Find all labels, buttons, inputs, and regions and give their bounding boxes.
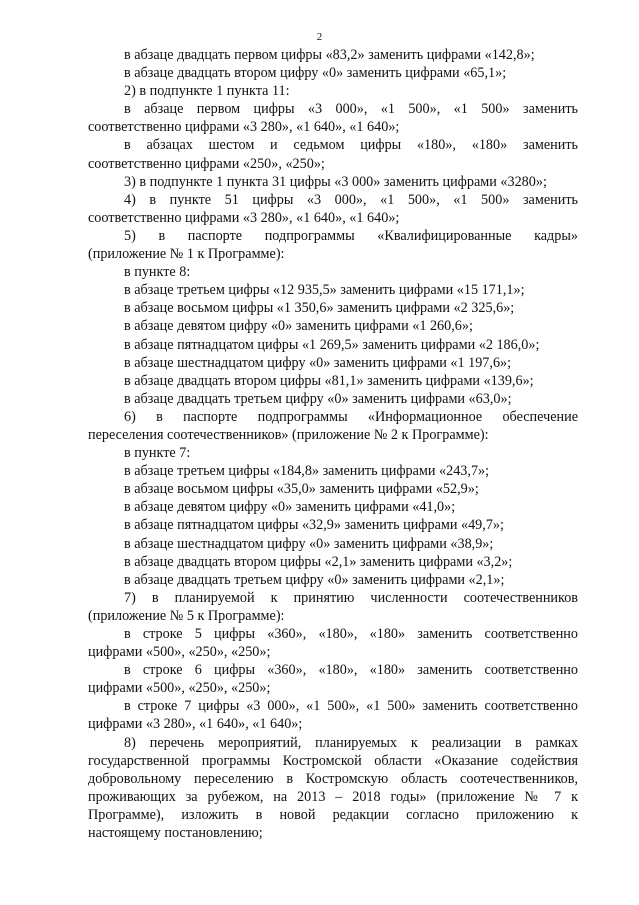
paragraph-line: настоящему постановлению; [88,825,263,842]
paragraph: в абзаце восьмом цифры «35,0» заменить цифрами «52,9»; [124,481,479,498]
paragraph-line: государственной программы Костромской области «Оказание содействия [88,752,578,769]
paragraph: 3) в подпункте 1 пункта 31 цифры «3 000» заменить цифрами «3280»; [124,173,547,190]
paragraph-line: в абзаце первом цифры «3 000», «1 500», «1 500» заменить [124,101,578,118]
paragraph: в абзаце шестнадцатом цифру «0» заменить цифрами «1 197,6»; [124,354,512,371]
paragraph-line: в строке 5 цифры «360», «180», «180» заменить соответственно [124,626,578,642]
paragraph: 2) в подпункте 1 пункта 11: [124,83,290,100]
paragraph: в абзаце двадцать втором цифры «81,1» заменить цифрами «139,6»; [124,372,534,389]
paragraph: в пункте 8: [124,264,191,281]
paragraph-line: в строке 6 цифры «360», «180», «180» заменить соответственно [124,662,578,679]
paragraph-line: цифрами «500», «250», «250»; [88,680,271,697]
paragraph-line: соответственно цифрами «3 280», «1 640», «1 640»; [88,119,400,136]
paragraph-line: 6) в паспорте подпрограммы «Информационное обеспечение [124,408,578,425]
paragraph-line: (приложение № 1 к Программе): [88,246,285,263]
paragraph-line: 5) в паспорте подпрограммы «Квалифицированные кадры» [124,227,578,244]
paragraph-line: 4) в пункте 51 цифры «3 000», «1 500», «1 500» заменить [124,191,578,208]
paragraph: в пункте 7: [124,445,191,462]
page-number: 2 [316,31,323,43]
paragraph: в абзаце двадцать первом цифры «83,2» заменить цифрами «142,8»; [124,47,535,63]
paragraph-line: проживающих за рубежом, на 2013 – 2018 годы» (приложение № 7 к [88,788,578,805]
paragraph-line: переселения соотечественников» (приложение № 2 к Программе): [88,426,489,443]
paragraph-line: соответственно цифрами «250», «250»; [88,155,325,172]
paragraph: в абзаце пятнадцатом цифры «32,9» заменить цифрами «49,7»; [124,517,504,534]
paragraph: в абзаце восьмом цифры «1 350,6» заменить цифрами «2 325,6»; [124,300,515,317]
paragraph: в абзаце двадцать втором цифру «0» заменить цифрами «65,1»; [124,65,507,82]
paragraph-line: соответственно цифрами «3 280», «1 640», «1 640»; [88,209,400,226]
paragraph-line: цифрами «500», «250», «250»; [88,644,271,661]
paragraph-line: добровольному переселению в Костромскую область соотечественников, [88,770,578,787]
paragraph-line: в абзацах шестом и седьмом цифры «180», «180» заменить [124,137,578,154]
paragraph: в абзаце двадцать втором цифры «2,1» заменить цифрами «3,2»; [124,553,513,570]
paragraph-line: (приложение № 5 к Программе): [88,607,285,624]
paragraph-line: Программе), изложить в новой редакции согласно приложению к [88,806,578,823]
paragraph: в абзаце третьем цифры «184,8» заменить цифрами «243,7»; [124,463,490,480]
paragraph: в абзаце пятнадцатом цифры «1 269,5» заменить цифрами «2 186,0»; [124,336,540,353]
document-body [88,46,578,842]
paragraph-line: цифрами «3 280», «1 640», «1 640»; [88,716,303,733]
paragraph-line: 7) в планируемой к принятию численности соотечественников [124,589,578,606]
paragraph: в абзаце третьем цифры «12 935,5» заменить цифрами «15 171,1»; [124,282,525,299]
paragraph: в абзаце двадцать третьем цифру «0» заменить цифрами «2,1»; [124,571,505,588]
paragraph: в абзаце девятом цифру «0» заменить цифрами «41,0»; [124,499,456,516]
paragraph-line: в строке 7 цифры «3 000», «1 500», «1 500» заменить соответственно [124,698,578,715]
paragraph: в абзаце шестнадцатом цифру «0» заменить цифрами «38,9»; [124,535,494,552]
paragraph: в абзаце двадцать третьем цифру «0» заменить цифрами «63,0»; [124,390,512,407]
paragraph-line: 8) перечень мероприятий, планируемых к реализации в рамках [124,734,578,751]
paragraph: в абзаце девятом цифру «0» заменить цифрами «1 260,6»; [124,318,473,335]
